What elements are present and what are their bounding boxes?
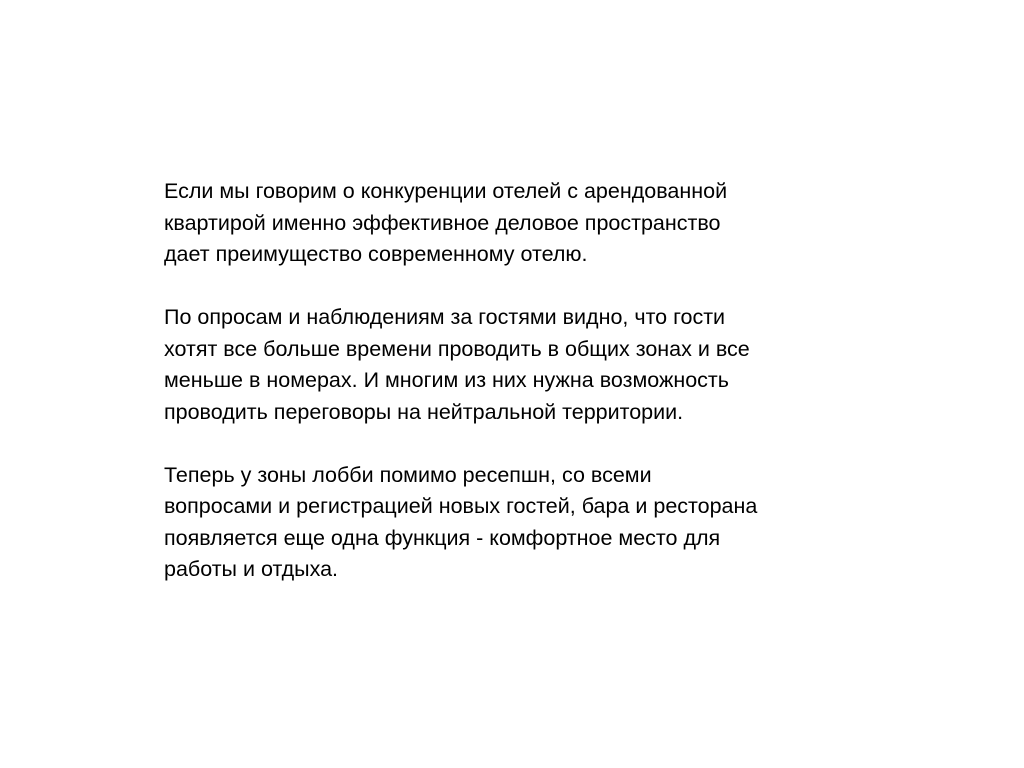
text-line: По опросам и наблюдениям за гостями видно, что гости (164, 305, 726, 329)
text-line: появляется еще одна функция - комфортное место для (164, 525, 721, 550)
paragraph-competition (164, 176, 904, 271)
text-line: хотят все больше времени проводить в общих зонах и все (164, 336, 750, 361)
text-line: вопросами и регистрацией новых гостей, бара и ресторана (164, 494, 758, 518)
slide-text (164, 176, 904, 586)
text-line: квартирой именно эффективное деловое пространство (164, 210, 721, 235)
paragraph-spacer (164, 271, 904, 303)
paragraph-spacer (164, 428, 904, 460)
text-line: Если мы говорим о конкуренции отелей с арендованной (164, 179, 728, 203)
text-line: работы и отдыха. (164, 557, 339, 581)
text-line: дает преимущество современному отелю. (164, 242, 588, 266)
text-line: Теперь у зоны лобби помимо ресепшн, со всеми (164, 462, 652, 487)
text-line: меньше в номерах. И многим из них нужна возможность (164, 368, 729, 392)
paragraph-surveys (164, 302, 904, 428)
paragraph-lobby (164, 460, 904, 586)
text-line: проводить переговоры на нейтральной территории. (164, 399, 684, 424)
